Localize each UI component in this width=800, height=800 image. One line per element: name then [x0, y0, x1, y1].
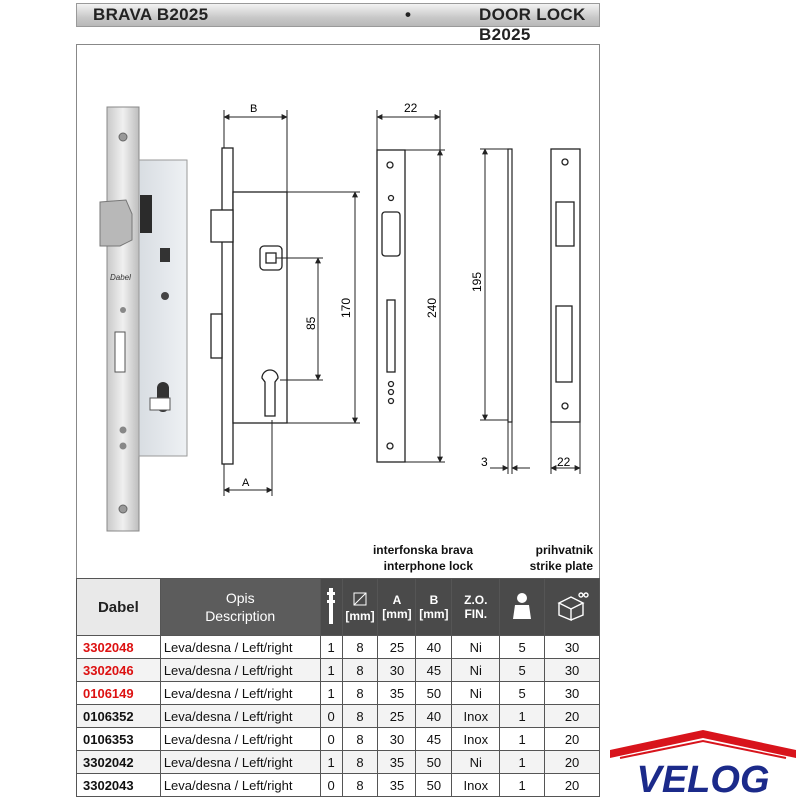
diameter-value: 8 — [342, 705, 378, 728]
finish-value: Ni — [452, 751, 500, 774]
product-description: Leva/desna / Left/right — [160, 774, 320, 797]
key-count: 0 — [320, 774, 342, 797]
key-count: 1 — [320, 659, 342, 682]
product-table — [76, 578, 600, 797]
key-count: 0 — [320, 728, 342, 751]
header-bullet: • — [405, 5, 412, 24]
a-header-label: A — [392, 593, 402, 607]
diameter-value: 8 — [342, 636, 378, 659]
box-header — [545, 579, 600, 636]
box-value: 20 — [545, 705, 600, 728]
a-value: 25 — [378, 636, 416, 659]
product-code: 0106353 — [77, 728, 161, 751]
table-row — [77, 728, 600, 751]
diameter-value: 8 — [342, 728, 378, 751]
pieces-value: 5 — [500, 659, 545, 682]
velog-logo — [606, 728, 800, 800]
pieces-value: 5 — [500, 636, 545, 659]
box-value: 30 — [545, 659, 600, 682]
key-count: 0 — [320, 705, 342, 728]
box-value: 20 — [545, 774, 600, 797]
dim-240-label: 240 — [425, 297, 439, 318]
box-icon — [555, 591, 589, 621]
diameter-value: 8 — [342, 751, 378, 774]
b-header-unit: [mm] — [419, 607, 449, 621]
key-header — [320, 579, 342, 636]
key-count: 1 — [320, 682, 342, 705]
key-count: 1 — [320, 636, 342, 659]
desc-header-local: Opis — [225, 590, 255, 606]
dim-a-label: A — [242, 477, 250, 489]
a-header — [378, 579, 416, 636]
finish-value: Inox — [452, 774, 500, 797]
pieces-header — [500, 579, 545, 636]
dim-170-label: 170 — [339, 297, 353, 318]
b-header — [416, 579, 452, 636]
description-header — [160, 579, 320, 636]
b-value: 50 — [416, 682, 452, 705]
dabel-logo: Dabel — [97, 598, 139, 616]
finish-header-local: Z.O. — [464, 593, 488, 607]
table-row — [77, 751, 600, 774]
brand-logo-cell — [77, 579, 161, 636]
finish-value: Inox — [452, 728, 500, 751]
box-value: 30 — [545, 682, 600, 705]
pieces-value: 5 — [500, 682, 545, 705]
pieces-value: 1 — [500, 774, 545, 797]
key-icon — [326, 586, 336, 626]
lock-photo — [100, 107, 187, 531]
caption-strike-local: prihvatnik — [535, 543, 593, 557]
a-value: 30 — [378, 659, 416, 682]
diameter-value: 8 — [342, 682, 378, 705]
finish-value: Ni — [452, 636, 500, 659]
caption-interphone-lock — [330, 542, 473, 574]
table-row — [77, 774, 600, 797]
b-value: 50 — [416, 751, 452, 774]
product-description: Leva/desna / Left/right — [160, 682, 320, 705]
product-code: 3302046 — [77, 659, 161, 682]
a-value: 30 — [378, 728, 416, 751]
table-row — [77, 636, 600, 659]
product-description: Leva/desna / Left/right — [160, 751, 320, 774]
square-diameter-icon — [353, 592, 367, 606]
a-value: 35 — [378, 774, 416, 797]
a-value: 25 — [378, 705, 416, 728]
box-value: 20 — [545, 728, 600, 751]
product-code: 0106352 — [77, 705, 161, 728]
finish-value: Ni — [452, 682, 500, 705]
caption-interphone-local: interfonska brava — [372, 543, 473, 557]
finish-header-en: FIN. — [464, 607, 488, 621]
a-value: 35 — [378, 682, 416, 705]
product-code: 3302042 — [77, 751, 161, 774]
diameter-value: 8 — [342, 774, 378, 797]
dim-195-label: 195 — [470, 271, 484, 292]
finish-value: Ni — [452, 659, 500, 682]
faceplate-profile — [508, 149, 512, 422]
box-value: 30 — [545, 636, 600, 659]
product-code: 3302043 — [77, 774, 161, 797]
header-title-local: BRAVA B2025 — [93, 5, 209, 24]
b-value: 40 — [416, 705, 452, 728]
dim-3-label: 3 — [481, 455, 488, 469]
caption-interphone-en: interphone lock — [383, 559, 473, 573]
diameter-value: 8 — [342, 659, 378, 682]
b-value: 45 — [416, 659, 452, 682]
diameter-unit: [mm] — [345, 608, 375, 623]
lock-front-view — [211, 148, 287, 464]
b-value: 45 — [416, 728, 452, 751]
key-count: 1 — [320, 751, 342, 774]
b-value: 50 — [416, 774, 452, 797]
dim-22-top-label: 22 — [404, 101, 418, 115]
diameter-header — [342, 579, 378, 636]
photo-brand-text: Dabel — [110, 273, 131, 282]
a-value: 35 — [378, 751, 416, 774]
pieces-value: 1 — [500, 751, 545, 774]
dim-b-label: B — [250, 103, 258, 115]
header-title-en: DOOR LOCK B2025 — [479, 5, 586, 44]
product-code: 3302048 — [77, 636, 161, 659]
finish-value: Inox — [452, 705, 500, 728]
b-header-label: B — [429, 593, 439, 607]
pieces-value: 1 — [500, 705, 545, 728]
product-description: Leva/desna / Left/right — [160, 636, 320, 659]
product-code: 0106149 — [77, 682, 161, 705]
b-value: 40 — [416, 636, 452, 659]
box-value: 20 — [545, 751, 600, 774]
table-row — [77, 659, 600, 682]
product-description: Leva/desna / Left/right — [160, 705, 320, 728]
product-description: Leva/desna / Left/right — [160, 659, 320, 682]
velog-logo-text: VELOG — [636, 759, 770, 800]
a-header-unit: [mm] — [382, 607, 412, 621]
table-row — [77, 705, 600, 728]
dim-85-label: 85 — [304, 316, 318, 330]
caption-strike-plate — [490, 542, 593, 574]
caption-strike-en: strike plate — [529, 559, 593, 573]
table-row — [77, 682, 600, 705]
product-description: Leva/desna / Left/right — [160, 728, 320, 751]
desc-header-en: Description — [205, 608, 276, 624]
faceplate-view — [377, 150, 405, 462]
finish-header — [452, 579, 500, 636]
dim-22-bottom-label: 22 — [557, 455, 571, 469]
pieces-value: 1 — [500, 728, 545, 751]
strike-plate-view — [551, 149, 580, 422]
person-icon — [509, 591, 535, 621]
